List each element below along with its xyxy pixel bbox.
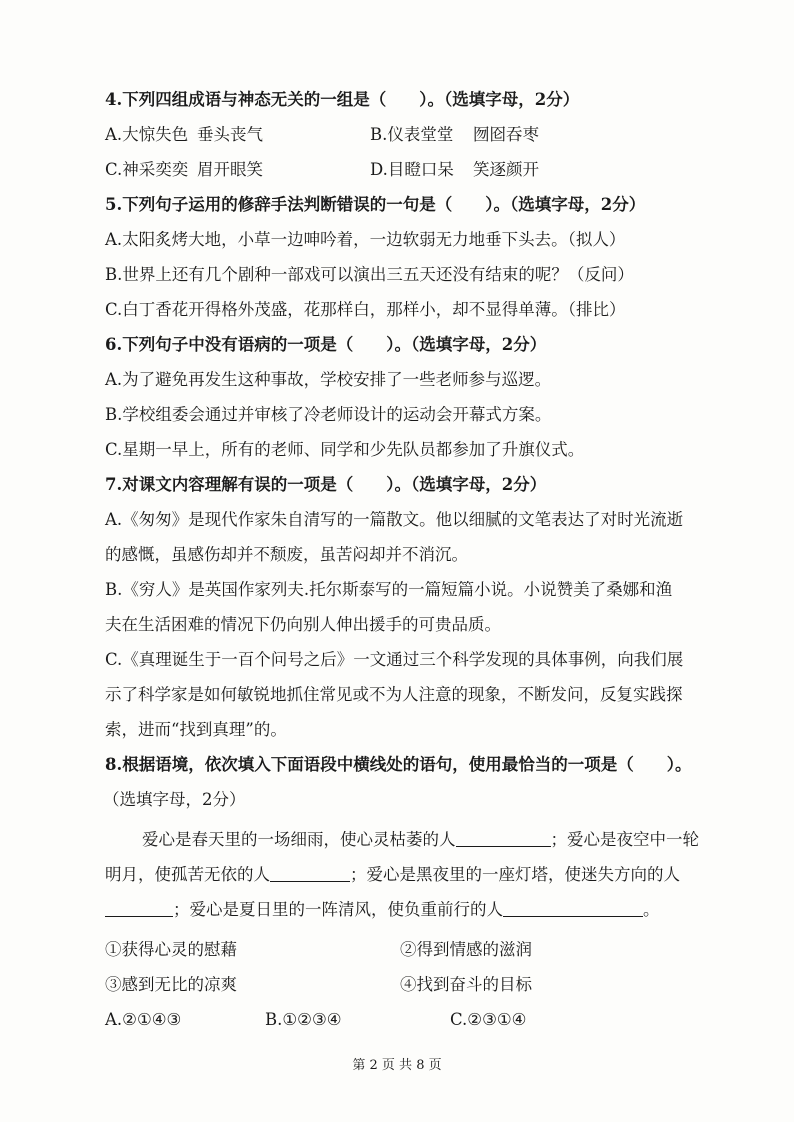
q4-option-d-2: 笑逐颜开 (473, 160, 539, 179)
q7-line-2: 的感慨，虽感伤却并不颓废，虽苦闷却并不消沉。 (105, 545, 468, 564)
q8-passage-text: 。 (643, 900, 660, 919)
q4-stem: 4.下列四组成语与神态无关的一组是（ ）。（选填字母，2分） (105, 90, 580, 109)
q4-option-d: D.目瞪口呆 (370, 160, 454, 179)
q6-option-a: A.为了避免再发生这种事故，学校安排了一些老师参与巡逻。 (105, 370, 552, 389)
q7-line-4: 夫在生活困难的情况下仍向别人伸出援手的可贵品质。 (105, 615, 501, 634)
answer-blank-1 (456, 830, 551, 847)
q6-stem: 6.下列句子中没有语病的一项是（ ）。（选填字母，2分） (105, 335, 547, 354)
q4-option-b-2: 囫囵吞枣 (473, 125, 539, 144)
answer-blank-3 (105, 900, 173, 917)
q4-option-c: C.神采奕奕 (105, 160, 189, 179)
q8-item-1: ①获得心灵的慰藉 (105, 940, 237, 959)
q8-item-3: ③感到无比的凉爽 (105, 975, 237, 994)
q7-line-5: C.《真理诞生于一百个问号之后》一文通过三个科学发现的具体事例，向我们展 (105, 650, 684, 669)
q8-stem-note: （选填字母，2分） (103, 790, 246, 809)
q5-option-a: A.太阳炙烤大地，小草一边呻吟着，一边软弱无力地垂下头去。（拟人） (105, 230, 626, 249)
answer-blank-4 (503, 900, 643, 917)
q8-passage-line-1 (142, 829, 742, 851)
q7-line-1: A.《匆匆》是现代作家朱自清写的一篇散文。他以细腻的文笔表达了对时光流逝 (105, 510, 684, 529)
q5-stem: 5.下列句子运用的修辞手法判断错误的一句是（ ）。（选填字母，2分） (105, 195, 646, 214)
q5-option-b: B.世界上还有几个剧种一部戏可以演出三五天还没有结束的呢？（反问） (105, 265, 634, 284)
q7-line-7: 索，进而“找到真理”的。 (105, 720, 287, 739)
q8-choice-b: B.①②③④ (265, 1010, 342, 1029)
q8-passage-text: 明月，使孤苦无依的人 (105, 865, 270, 884)
q8-stem: 8.根据语境，依次填入下面语段中横线处的语句，使用最恰当的一项是（ ）。 (105, 755, 692, 774)
q8-passage-line-2 (105, 864, 705, 886)
q4-option-a-2: 垂头丧气 (197, 125, 263, 144)
q4-option-b: B.仪表堂堂 (370, 125, 454, 144)
q8-item-4: ④找到奋斗的目标 (400, 975, 532, 994)
q7-stem: 7.对课文内容理解有误的一项是（ ）。（选填字母，2分） (105, 475, 547, 494)
answer-blank-2 (270, 865, 350, 882)
q8-passage-text: 爱心是春天里的一场细雨，使心灵枯萎的人 (142, 830, 456, 849)
q6-option-c: C.星期一早上，所有的老师、同学和少先队员都参加了升旗仪式。 (105, 440, 585, 459)
q8-item-2: ②得到情感的滋润 (400, 940, 532, 959)
q8-passage-text: ；爱心是黑夜里的一座灯塔，使迷失方向的人 (350, 865, 680, 884)
q4-option-c-2: 眉开眼笑 (197, 160, 263, 179)
q6-option-b: B.学校组委会通过并审核了冷老师设计的运动会开幕式方案。 (105, 405, 552, 424)
q8-passage-line-3 (105, 899, 705, 921)
q8-passage-text: ；爱心是夜空中一轮 (550, 830, 699, 849)
q8-choice-c: C.②③①④ (450, 1010, 527, 1029)
page-number-footer: 第 2 页 共 8 页 (352, 1058, 442, 1073)
q8-choice-a: A.②①④③ (105, 1010, 182, 1029)
q4-option-a: A.大惊失色 (105, 125, 189, 144)
q7-line-3: B.《穷人》是英国作家列夫.托尔斯泰写的一篇短篇小说。小说赞美了桑娜和渔 (105, 580, 673, 599)
q7-line-6: 示了科学家是如何敏锐地抓住常见或不为人注意的现象，不断发问，反复实践探 (105, 685, 683, 704)
q5-option-c: C.白丁香花开得格外茂盛，花那样白，那样小，却不显得单薄。（排比） (105, 300, 626, 319)
q8-passage-text: ；爱心是夏日里的一阵清风，使负重前行的人 (173, 900, 503, 919)
